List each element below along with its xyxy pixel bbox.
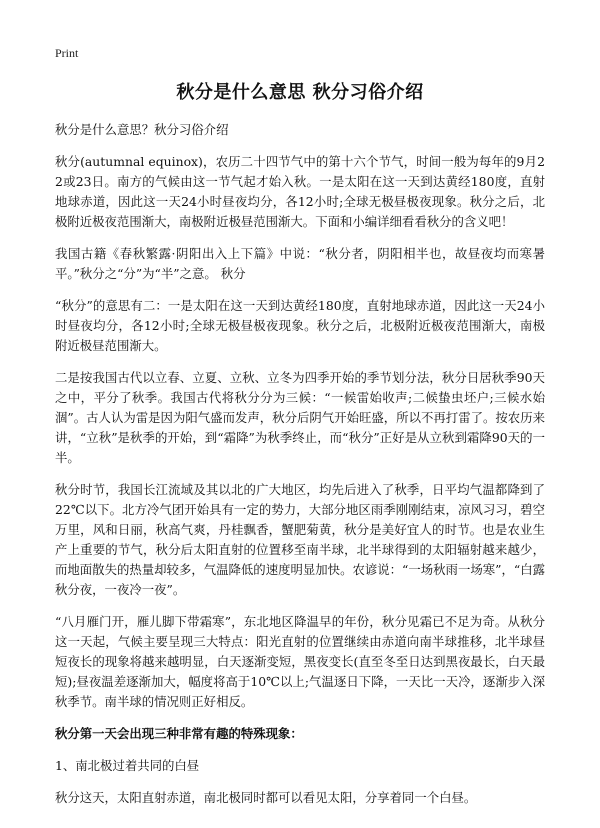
paragraph-ancient-quote: 我国古籍《春秋繁露·阴阳出入上下篇》中说：“秋分者，阴阳相半也，故昼夜均而寒暑平。”秋分之“分”为“半”之意。 秋分 (55, 246, 545, 281)
article-intro-heading: 秋分是什么意思？秋分习俗介绍 (55, 122, 229, 137)
paragraph-climate: 秋分时节，我国长江流域及其以北的广大地区，均先后进入了秋季，日平均气温都降到了22℃以下。北方冷气团开始具有一定的势力，大部分地区雨季刚刚结束，凉风习习，碧空万里，风和日丽，秋高气爽，丹桂飘香，蟹肥菊黄，秋分是美好宜人的时节。也是农业生产上重要的节气，秋分后太阳直射的位置移至南半球，北半球得到的太阳辐射越来越少，而地面散失的热量却较多，气温降低的速度明显加快。农谚说：“一场秋雨一场寒”，“白露秋分夜，一夜冷一夜”。 (55, 482, 545, 597)
page-title: 秋分是什么意思 秋分习俗介绍 (176, 82, 424, 103)
list-item: 1、南北极过着共同的白昼 (55, 758, 200, 773)
paragraph-characteristics: “八月雁门开，雁儿脚下带霜寒”，东北地区降温早的年份，秋分见霜已不足为奇。从秋分这一天起，气候主要呈现三大特点：阳光直射的位置继续由赤道向南半球推移，北半球昼短夜长的现象将越来越明显，白天逐渐变短，黑夜变长(直至冬至日达到黑夜最长，白天最短);昼夜温差逐渐加大，幅度将高于10℃以上;气温逐日下降，一天比一天冷，逐渐步入深秋季节。南半球的情况则正好相反。 (55, 614, 545, 709)
paragraph-final: 秋分这天，太阳直射赤道，南北极同时都可以看见太阳，分享着同一个白昼。 (55, 790, 477, 805)
print-link[interactable]: Print (55, 46, 79, 60)
article-body (55, 120, 545, 820)
paragraph-definition: 秋分(autumnal equinox)，农历二十四节气中的第十六个节气，时间一般为每年的9月22或23日。南方的气候由这一节气起才始入秋。一是太阳在这一天到达黄经180度，直射地球赤道，因此这一天24小时昼夜均分，各12小时;全球无极昼极夜现象。秋分之后，北极附近极夜范围渐大，南极附近极昼范围渐大。下面和小编详细看看秋分的含义吧！ (55, 154, 545, 229)
paragraph-meaning-two: 二是按我国古代以立春、立夏、立秋、立冬为四季开始的季节划分法，秋分日居秋季90天之中，平分了秋季。我国古代将秋分分为三候：“一候雷始收声;二候蛰虫坯户;三候水始涸”。古人认为雷是因为阳气盛而发声，秋分后阴气开始旺盛，所以不再打雷了。按农历来讲，“立秋”是秋季的开始，到“霜降”为秋季终止，而“秋分”正好是从立秋到霜降90天的一半。 (55, 370, 545, 465)
paragraph-meaning-one: “秋分”的意思有二：一是太阳在这一天到达黄经180度，直射地球赤道，因此这一天24小时昼夜均分，各12小时;全球无极昼极夜现象。秋分之后，北极附近极夜范围渐大，南极附近极昼范围渐大。 (55, 298, 545, 353)
section-subheading: 秋分第一天会出现三种非常有趣的特殊现象： (55, 726, 303, 741)
